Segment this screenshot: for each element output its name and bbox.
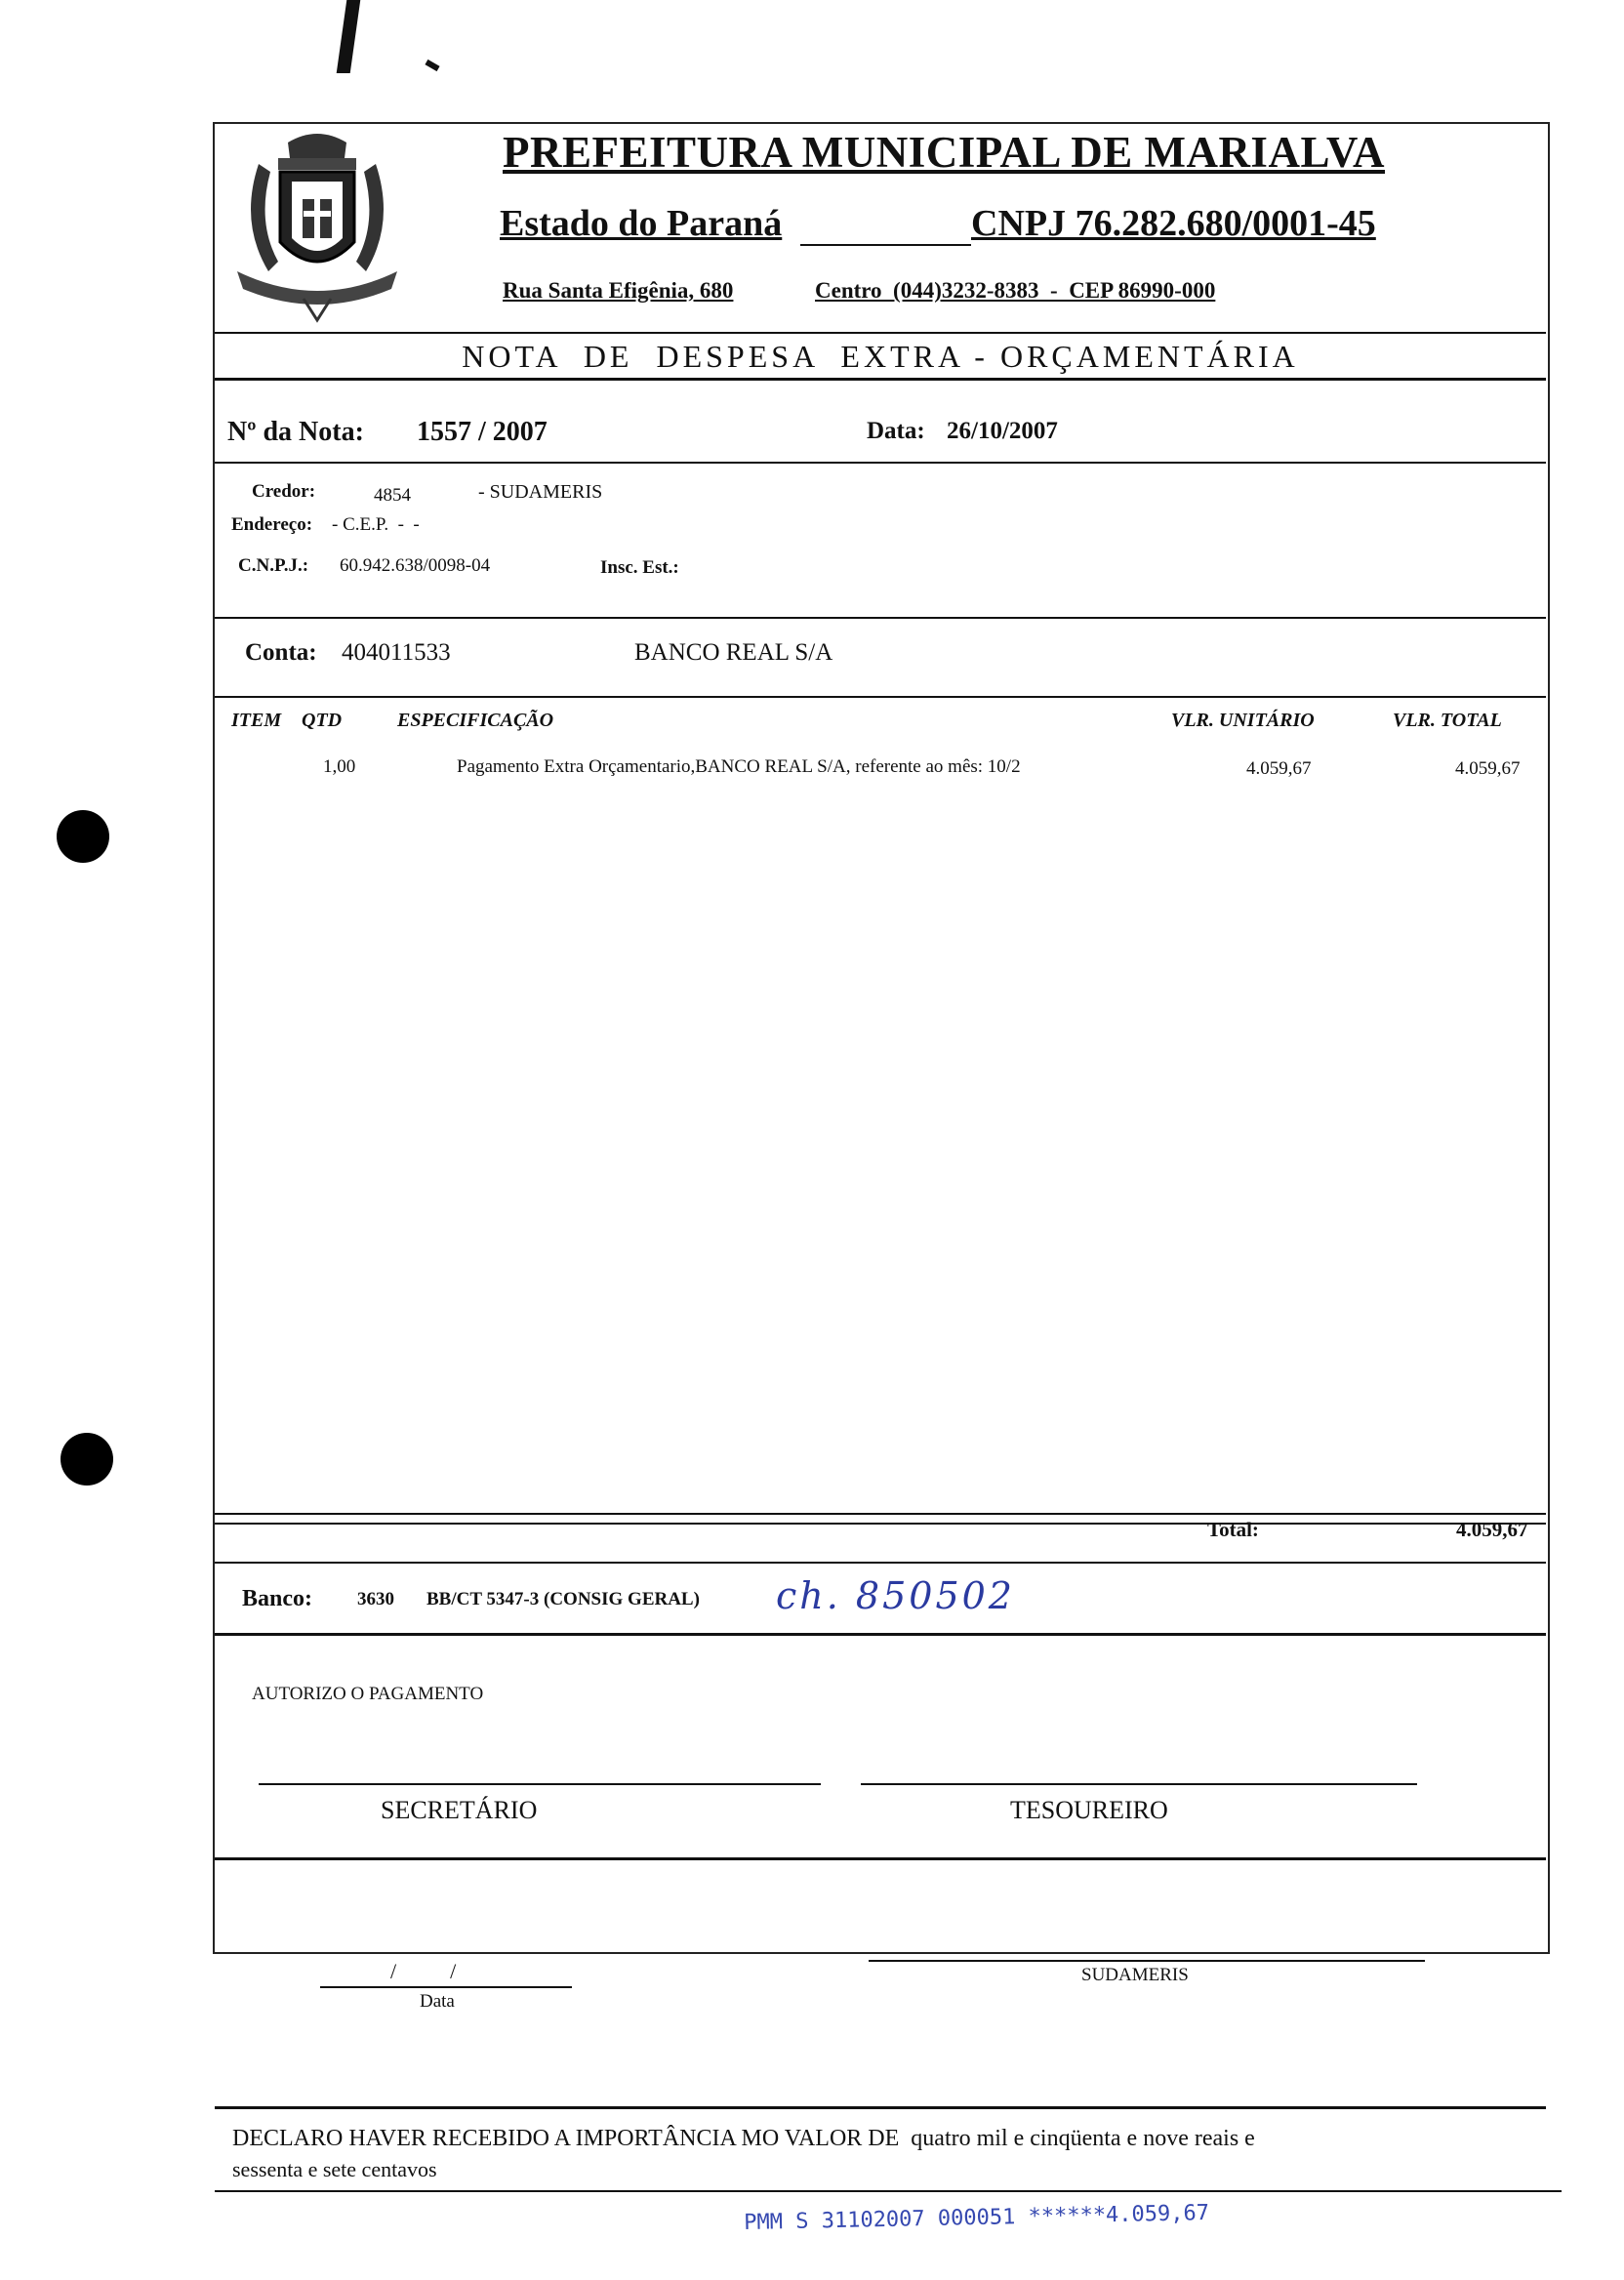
- coat-of-arms-logo: [220, 125, 415, 325]
- divider: [215, 1523, 1546, 1525]
- declaration-line-2: sessenta e sete centavos: [232, 2157, 437, 2181]
- banco-account: BB/CT 5347-3 (CONSIG GERAL): [426, 1589, 700, 1609]
- conta-label: Conta:: [245, 639, 317, 666]
- item-row-unit: 4.059,67: [1246, 758, 1312, 779]
- punch-hole-top: [57, 810, 109, 863]
- municipality-title: PREFEITURA MUNICIPAL DE MARIALVA: [503, 128, 1386, 177]
- cnpj-header: CNPJ 76.282.680/0001-45: [971, 203, 1376, 244]
- form-frame: [213, 122, 1550, 1954]
- divider: [215, 378, 1546, 381]
- conta-number: 404011533: [342, 639, 451, 666]
- nota-number-value: 1557 / 2007: [417, 417, 548, 447]
- divider: [215, 617, 1546, 619]
- address: Rua Santa Efigênia, 680: [503, 278, 734, 303]
- divider: [215, 696, 1546, 698]
- signature-line-secretario: [259, 1783, 821, 1785]
- credor-code: 4854: [374, 485, 411, 506]
- endereco-label: Endereço:: [231, 514, 313, 535]
- nota-number-label: Nº da Nota:: [227, 417, 364, 447]
- secretario-label: SECRETÁRIO: [381, 1796, 538, 1824]
- divider: [215, 2190, 1562, 2192]
- declaration-line-1: DECLARO HAVER RECEBIDO A IMPORTÂNCIA MO VALOR DE quatro mil e cinqüenta e nove reais e: [232, 2126, 1255, 2151]
- divider: [215, 462, 1546, 464]
- signature-line-tesoureiro: [861, 1783, 1417, 1785]
- banco-code: 3630: [357, 1589, 394, 1609]
- date-slashes: / /: [390, 1959, 457, 1983]
- cnpj-value: 60.942.638/0098-04: [340, 555, 491, 576]
- handwritten-check-number: ch. 850502: [776, 1574, 1015, 1617]
- divider: [215, 1562, 1546, 1564]
- recipient-label: SUDAMERIS: [1081, 1965, 1189, 1985]
- endereco-value: - C.E.P. - -: [332, 514, 420, 535]
- tesoureiro-label: TESOUREIRO: [1010, 1796, 1168, 1824]
- column-header-qtd: QTD: [302, 710, 343, 731]
- scan-mark: [337, 0, 361, 73]
- total-value: 4.059,67: [1456, 1518, 1528, 1541]
- item-row-qtd: 1,00: [323, 756, 356, 777]
- district-phone-cep: Centro (044)3232-8383 - CEP 86990-000: [815, 278, 1216, 303]
- form-title: NOTA DE DESPESA EXTRA - ORÇAMENTÁRIA: [462, 339, 1299, 374]
- conta-bank: BANCO REAL S/A: [634, 639, 833, 666]
- date-line: [320, 1986, 572, 1988]
- item-row-spec: Pagamento Extra Orçamentario,BANCO REAL S/A, referente ao mês: 10/2: [457, 756, 1021, 777]
- total-label: Total:: [1207, 1518, 1259, 1541]
- divider: [215, 1633, 1546, 1636]
- column-header-item: ITEM: [231, 710, 282, 731]
- insc-est-label: Insc. Est.:: [600, 557, 679, 578]
- punch-hole-bottom: [61, 1433, 113, 1486]
- nota-date-value: 26/10/2007: [947, 418, 1058, 444]
- divider: [215, 1857, 1546, 1860]
- column-header-unit: VLR. UNITÁRIO: [1171, 710, 1315, 731]
- payment-stamp: PMM S 31102007 000051 ******4.059,67: [744, 2201, 1210, 2235]
- credor-name: - SUDAMERIS: [478, 481, 603, 503]
- date-label: Data: [420, 1991, 455, 2012]
- divider: [215, 332, 1546, 334]
- column-header-total: VLR. TOTAL: [1393, 710, 1502, 731]
- autorizo-text: AUTORIZO O PAGAMENTO: [252, 1684, 484, 1704]
- column-header-spec: ESPECIFICAÇÃO: [397, 710, 554, 731]
- divider: [215, 2106, 1546, 2109]
- state-name: Estado do Paraná: [500, 203, 783, 244]
- state-underline-gap: [800, 244, 971, 246]
- cnpj-label: C.N.P.J.:: [238, 555, 309, 576]
- banco-label: Banco:: [242, 1586, 312, 1611]
- item-row-total: 4.059,67: [1455, 758, 1521, 779]
- credor-label: Credor:: [252, 481, 316, 502]
- divider: [215, 1513, 1546, 1515]
- signature-line-recipient: [869, 1960, 1425, 1962]
- nota-date-label: Data:: [867, 418, 925, 444]
- scan-mark-small: [425, 60, 439, 71]
